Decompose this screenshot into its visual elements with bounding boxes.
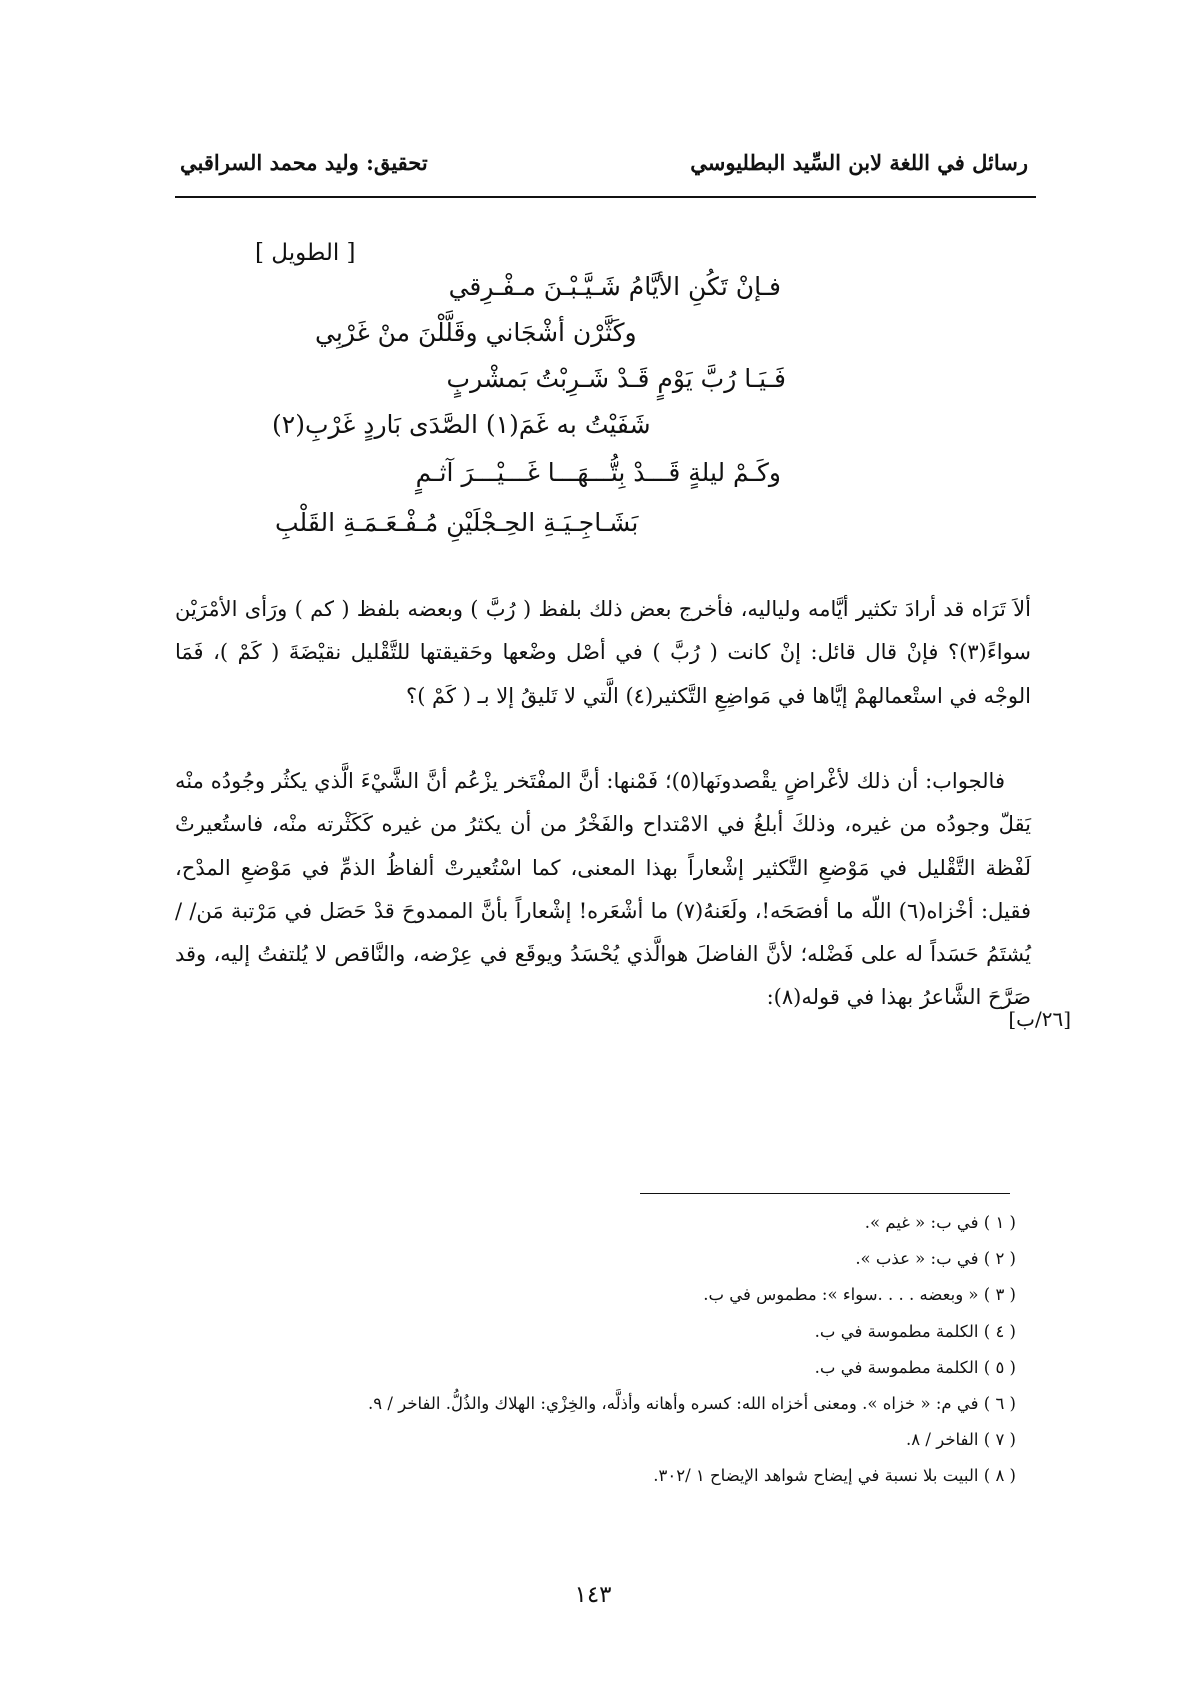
running-header-book-title: رسائل في اللغة لابن السِّيد البطليوسي [690,150,1028,175]
footnote: ( ٨ ) البيت بلا نسبة في إيضاح شواهد الإيضاح ١ /٣٠٢. [653,1466,1016,1486]
footnotes [368,1205,1016,1495]
body-paragraph: فالجواب: أن ذلك لأغْراضٍ يقْصدونَها(٥)؛ فَمْنها: أنَّ المفْتَخر يزْعُم أنَّ الشَّيْءَ الَّذي يكثُر وجُودُه منْه يَقلّ وجودُه من غيره، وذلكَ أبلغُ في الامْتداح والفَخْرُ من أن يكثرُ من غيره كَكَثْرته منْه، فاستُعيرتْ لَفْظة التَّقْليل في مَوْضعِ التَّكثير إشْعاراً بهذا المعنى، كما اسْتُعيرتْ ألفاظُ الذمِّ في مَوْضعِ المدْح، فقيل: أخْزاه(٦) اللّه ما أفصَحَه!، ولَعَنهُ(٧) ما أشْعَره! إشْعاراً بأنَّ الممدوحَ قدْ حَصَل في مَرْتبة مَن/ / يُشتَمُ حَسَداً له على فَضْله؛ لأنَّ الفاضلَ هوالَّذي يُحْسَدُ ويوقَع في عِرْضه، والنَّاقص لا يُلتفتُ إليه، وقد صَرَّحَ الشَّاعرُ بهذا في قوله(٨): [175,769,1031,1010]
footnote: ( ٧ ) الفاخر / ٨. [906,1430,1016,1450]
footnote: ( ١ ) في ب: « غيم ». [864,1213,1016,1232]
manuscript-folio-marker: [٢٦/ب] [1008,1007,1071,1031]
footnote: ( ٦ ) في م: « خزاه ». ومعنى أخزاه الله: كسره وأهانه وأذلَّه، والخِزْي: الهلاك والذُلُّ. الفاخر / ٩. [368,1393,1016,1413]
header-divider [175,196,1036,198]
verse-line: شَفَيْتُ به غَمَ(١) الصَّدَى بَاردٍ غَرْبِ(٢) [272,410,651,439]
footnote: ( ٤ ) الكلمة مطموسة في ب. [814,1321,1016,1341]
page-number: ١٤٣ [574,1582,612,1608]
footnote-divider [640,1193,1010,1194]
footnote: ( ٥ ) الكلمة مطموسة في ب. [814,1357,1016,1377]
footnote: ( ٣ ) « وبعضه . . . .سواء »: مطموس في ب. [703,1285,1016,1305]
verse-line: بَشَـاجِـيَـةِ الحِـجْلَيْنِ مُـفْـعَـمَـةِ القَلْبِ [275,508,639,537]
footnote: ( ٢ ) في ب: « عذب ». [855,1249,1016,1269]
body-paragraph: ألاَ تَرَاه قد أرادَ تكثير أيَّامه ولياليه، فأخرج بعض ذلك بلفظ ( رُبَّ ) وبعضه بلفظ ( كم ) ورَأى الأمْرَيْن سواءً(٣)؟ فإنْ قال قائل: إنْ كانت ( رُبَّ ) في أصْل وضْعها وحَقيقتها للتَّقْليل نقيْضَةَ ( كَمْ )، فَمَا الوجْه في استْعمالهمْ إيَّاها في مَواضِعِ التَّكثير(٤) الَّتي لا تَليقُ إلا بـ ( كَمْ )؟ [175,597,1031,708]
verse-line: فَـيَـا رُبَّ يَوْمٍ قَـدْ شَـرِبْتُ بَمشْربٍ [446,364,786,393]
running-header-editor: تحقيق: وليد محمد السراقبي [180,150,428,175]
poetic-meter-label: [ الطويل ] [255,240,356,266]
verse-line: وكَثَّرْن أشْجَاني وقَلَّلْنَ منْ غَرْبِي [315,318,637,347]
verse-line: وكَـمْ ليلةٍ قَـــدْ بِتُّـــهَـــا غَـــيْـــرَ آثـمٍ [415,458,781,487]
verse-line: فـإنْ تَكُنِ الأيَّامُ شَـيَّـبْـنَ مـفْـرِقي [448,272,781,301]
